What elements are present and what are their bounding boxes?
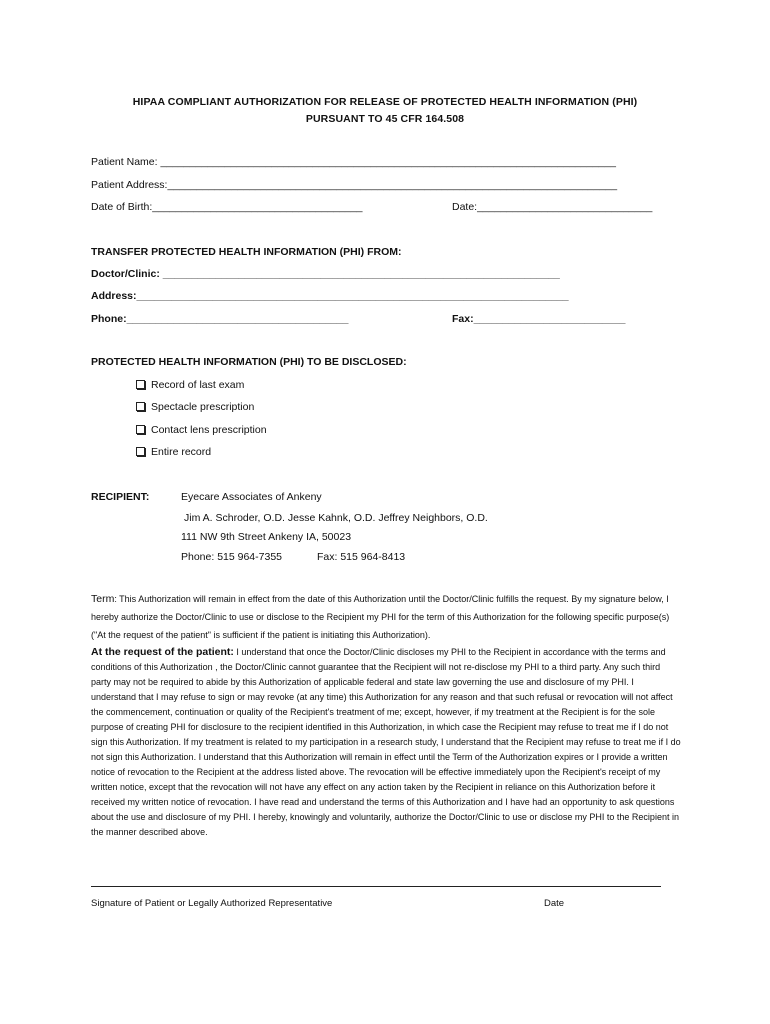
- document-subtitle: PURSUANT TO 45 CFR 164.508: [305, 113, 465, 125]
- patient-name-field[interactable]: Patient Name: ______________________________________________________________________________: [91, 156, 616, 168]
- checkbox-contact-lens-prescription[interactable]: [136, 424, 267, 436]
- disclosed-heading: PROTECTED HEALTH INFORMATION (PHI) TO BE DISCLOSED:: [91, 356, 407, 368]
- recipient-phone: Phone: 515 964-7355: [181, 551, 283, 563]
- recipient-label: RECIPIENT:: [91, 491, 150, 503]
- signature-line[interactable]: [91, 886, 661, 887]
- term-paragraph: [91, 590, 681, 644]
- checkbox-label: Entire record: [151, 446, 212, 458]
- recipient-doctors: Jim A. Schroder, O.D. Jesse Kahnk, O.D. Jeffrey Neighbors, O.D.: [184, 512, 488, 524]
- fax-field[interactable]: Fax:__________________________: [452, 313, 626, 325]
- checkbox-label: Contact lens prescription: [151, 424, 267, 436]
- doctor-clinic-field[interactable]: Doctor/Clinic: ____________________________________________________________________: [91, 268, 560, 280]
- at-request-paragraph: [91, 645, 681, 840]
- term-text: : This Authorization will remain in effect from the date of this Authorization until the Doctor/Clinic fulfills the request. By my signature below, I hereby authorize the Doctor/Clinic to use or disclose to the Recipient my PHI for the term of this Authorization for the following specific purpose(s) ("At the request of the patient" is sufficient if the patient is initiating this Authorization).: [91, 594, 670, 640]
- checkbox-label: Spectacle prescription: [151, 401, 255, 413]
- date-field[interactable]: Date:______________________________: [452, 201, 653, 213]
- date-of-birth-field[interactable]: Date of Birth:____________________________________: [91, 201, 363, 213]
- checkbox-label: Record of last exam: [151, 379, 245, 391]
- at-request-text: I understand that once the Doctor/Clinic discloses my PHI to the Recipient in accordance with the terms and conditions of this Authorization , the Doctor/Clinic cannot guarantee that the Recipient will not re-disclose my PHI to a third party. Any such third party may not be required to abide by this Authorization of applicable federal and state law governing the use and disclosure of my PHI. I understand that I may refuse to sign or may revoke (at any time) this Authorization for any reason and that such refusal or revocation will not affect the commencement, continuation or quality of the Recipient's treatment of me; except, however, if my treatment at the Recipient is for the sole purpose of creating PHI for disclosure to the recipient identified in this Authorization, in which case the Recipient may refuse to treat me if I do not sign this Authorization. If my treatment is related to my participation in a research study, I understand that the Recipient may refuse to treat me if I do not sign this Authorization. I understand that this Authorization will remain in effect until the Term of the Authorization expires or I provide a written notice of revocation to the Recipient at the address listed above. The revocation will be effective immediately upon the Recipient's receipt of my written notice, except that the revocation will not have any effect on any action taken by the Recipient in reliance on this Authorization before it received my written notice of revocation. I have read and understand the terms of this Authorization and I have had an opportunity to ask questions about the use and disclosure of my PHI. I hereby, knowingly and voluntarily, authorize the Doctor/Clinic to use or disclose my PHI to the Recipient in the manner described above.: [91, 647, 681, 837]
- recipient-name: Eyecare Associates of Ankeny: [181, 491, 322, 503]
- checkbox-entire-record[interactable]: [136, 446, 211, 458]
- checkbox-spectacle-prescription[interactable]: [136, 401, 254, 413]
- signature-label: Signature of Patient or Legally Authorized Representative: [91, 898, 333, 909]
- signature-date-label: Date: [544, 898, 565, 909]
- document-title: HIPAA COMPLIANT AUTHORIZATION FOR RELEASE OF PROTECTED HEALTH INFORMATION (PHI): [132, 96, 638, 108]
- checkbox-icon: [136, 447, 145, 456]
- patient-address-field[interactable]: Patient Address:_____________________________________________________________________________: [91, 179, 618, 191]
- checkbox-icon: [136, 402, 145, 411]
- at-request-lead: At the request of the patient:: [91, 646, 234, 658]
- transfer-address-field[interactable]: Address:__________________________________________________________________________: [91, 290, 569, 302]
- checkbox-icon: [136, 425, 145, 434]
- recipient-fax: Fax: 515 964-8413: [317, 551, 406, 563]
- recipient-address: 111 NW 9th Street Ankeny IA, 50023: [181, 531, 352, 543]
- term-lead: Term: [91, 593, 115, 605]
- checkbox-record-last-exam[interactable]: [136, 379, 244, 391]
- checkbox-icon: [136, 380, 145, 389]
- transfer-heading: TRANSFER PROTECTED HEALTH INFORMATION (PHI) FROM:: [91, 246, 402, 258]
- phone-field[interactable]: Phone:______________________________________: [91, 313, 349, 325]
